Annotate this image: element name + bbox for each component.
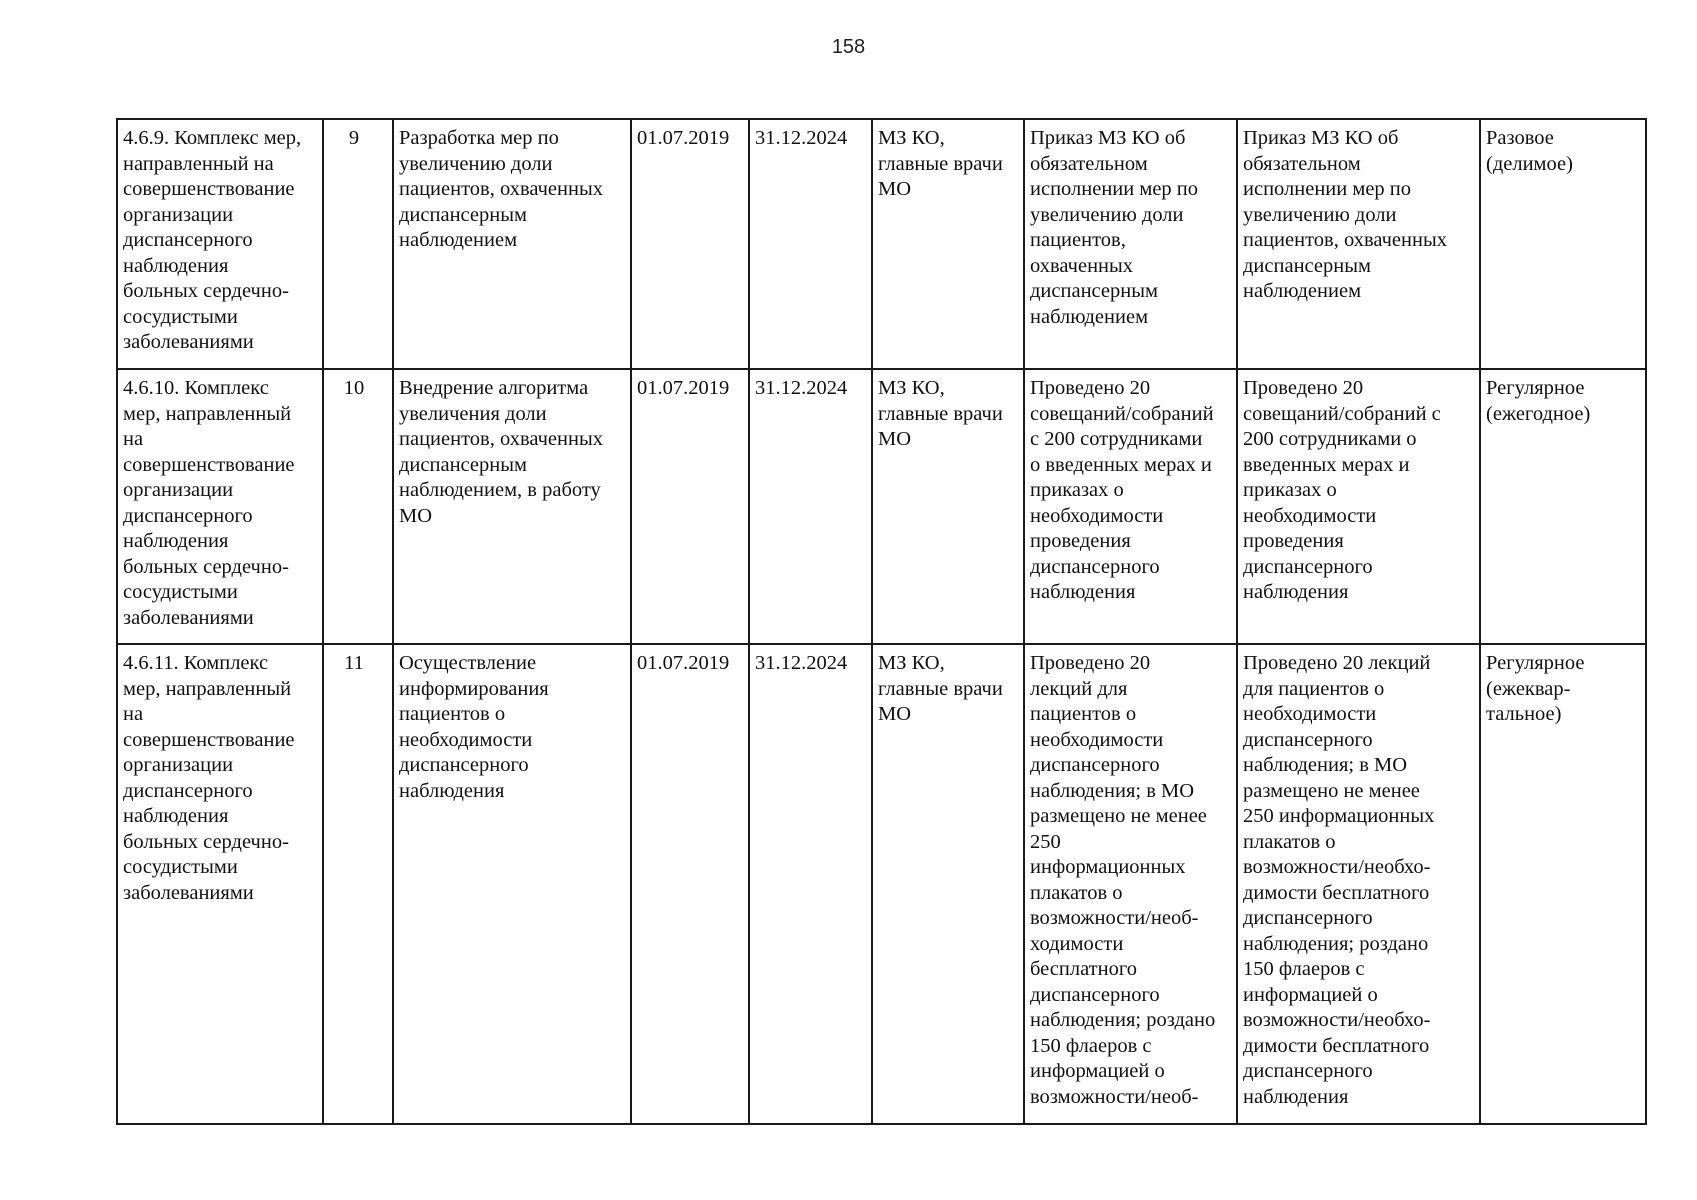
row-number: 11: [344, 652, 364, 674]
number-cell: [323, 369, 393, 644]
result-text: Проведено 20 лекций для пациентов о необходимости диспансерного наблюдения; в МО размещено не менее 250 информационных плакатов о возможности/необ- ходимости бесплатного диспансерного наблюдения; роздано 150 флаеров с информацией о возможности/необ-: [1030, 652, 1216, 1108]
type-text: Регулярное (ежегодное): [1486, 377, 1591, 425]
start-date: 01.07.2019: [637, 652, 730, 674]
table-row: [117, 369, 1646, 644]
row-number: 10: [343, 377, 365, 399]
end-date-cell: [749, 119, 872, 369]
action-cell: [393, 369, 631, 644]
action-cell: [393, 644, 631, 1124]
action-text: Разработка мер по увеличению доли пациентов, охваченных диспансерным наблюдением: [399, 127, 603, 251]
indicator-cell: [1237, 369, 1480, 644]
result-text: Проведено 20 совещаний/собраний с 200 сотрудниками о введенных мерах и приказах о необходимости проведения диспансерного наблюдения: [1030, 377, 1214, 603]
type-cell: [1480, 119, 1646, 369]
responsible-cell: [872, 369, 1024, 644]
responsible-text: МЗ КО, главные врачи МО: [878, 377, 1003, 450]
responsible-text: МЗ КО, главные врачи МО: [878, 652, 1003, 725]
type-cell: [1480, 369, 1646, 644]
number-cell: [323, 644, 393, 1124]
action-text: Осуществление информирования пациентов о необходимости диспансерного наблюдения: [399, 652, 549, 802]
responsible-cell: [872, 119, 1024, 369]
indicator-text: Проведено 20 совещаний/собраний с 200 сотрудниками о введенных мерах и приказах о необходимости проведения диспансерного наблюдения: [1243, 377, 1441, 603]
type-text: Регулярное (ежеквар- тальное): [1486, 652, 1585, 725]
result-cell: [1024, 644, 1237, 1124]
end-date: 31.12.2024: [755, 377, 848, 399]
end-date-cell: [749, 369, 872, 644]
start-date-cell: [631, 369, 749, 644]
measures-table: [116, 118, 1647, 1125]
row-number: 9: [348, 127, 360, 149]
responsible-text: МЗ КО, главные врачи МО: [878, 127, 1003, 200]
indicator-text: Приказ МЗ КО об обязательном исполнении мер по увеличению доли пациентов, охваченных диспансерным наблюдением: [1243, 127, 1447, 302]
responsible-cell: [872, 644, 1024, 1124]
start-date: 01.07.2019: [637, 377, 730, 399]
indicator-cell: [1237, 644, 1480, 1124]
result-cell: [1024, 369, 1237, 644]
type-cell: [1480, 644, 1646, 1124]
measure-text: 4.6.9. Комплекс мер, направленный на совершенствование организации диспансерного наблюдения больных сердечно- сосудистыми заболеваниями: [123, 127, 302, 353]
result-text: Приказ МЗ КО об обязательном исполнении мер по увеличению доли пациентов, охваченных диспансерным наблюдением: [1030, 127, 1199, 328]
end-date: 31.12.2024: [755, 652, 848, 674]
type-text: Разовое (делимое): [1486, 127, 1573, 175]
end-date: 31.12.2024: [755, 127, 848, 149]
start-date: 01.07.2019: [637, 127, 730, 149]
table-row: [117, 119, 1646, 369]
indicator-text: Проведено 20 лекций для пациентов о необходимости диспансерного наблюдения; в МО размещено не менее 250 информационных плакатов о возможности/необхо- димости бесплатного диспансерного наблюдения; роздано 150 флаеров с информацией о возможности/необхо- димости бесплатного диспансерного наблюдения: [1243, 652, 1435, 1108]
start-date-cell: [631, 644, 749, 1124]
indicator-cell: [1237, 119, 1480, 369]
page-number: 158: [831, 36, 866, 58]
measure-cell: [117, 644, 323, 1124]
table-row: [117, 644, 1646, 1124]
measure-cell: [117, 369, 323, 644]
result-cell: [1024, 119, 1237, 369]
number-cell: [323, 119, 393, 369]
measure-cell: [117, 119, 323, 369]
measure-text: 4.6.11. Комплекс мер, направленный на совершенствование организации диспансерного наблюдения больных сердечно- сосудистыми заболеваниями: [123, 652, 295, 904]
start-date-cell: [631, 119, 749, 369]
measure-text: 4.6.10. Комплекс мер, направленный на совершенствование организации диспансерного наблюдения больных сердечно- сосудистыми заболеваниями: [123, 377, 295, 629]
end-date-cell: [749, 644, 872, 1124]
action-cell: [393, 119, 631, 369]
action-text: Внедрение алгоритма увеличения доли пациентов, охваченных диспансерным наблюдением, в работу МО: [399, 377, 603, 527]
